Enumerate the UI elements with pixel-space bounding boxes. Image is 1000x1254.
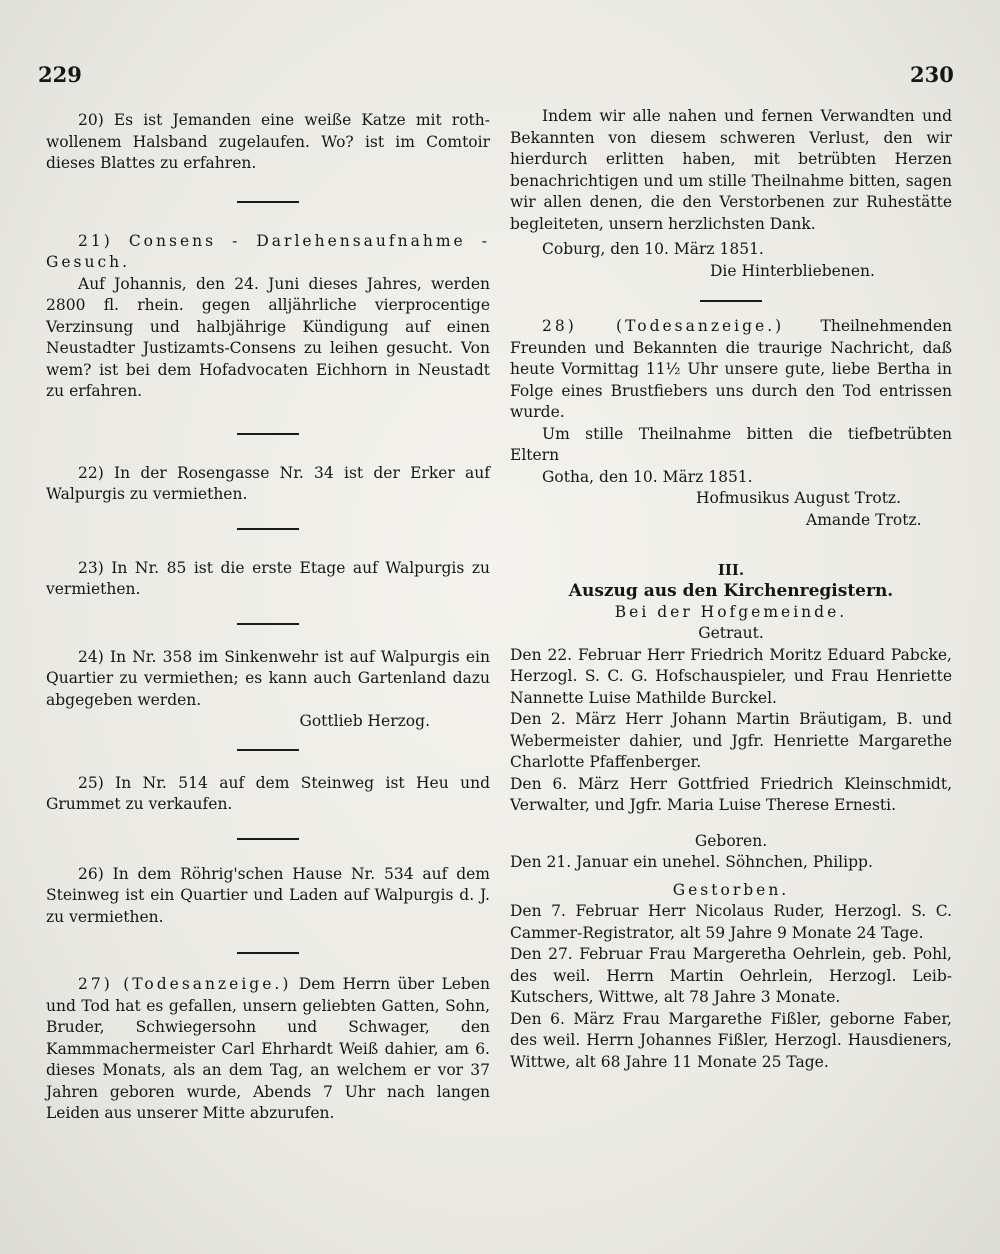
notice-26: 26) In dem Röhrig'schen Hause Nr. 534 auf dem Steinweg ist ein Quartier und Laden auf Walpurgis d. J. zu vermiethen. [46, 864, 490, 926]
born-heading: Geboren. [694, 831, 768, 850]
notice-25: 25) In Nr. 514 auf dem Steinweg ist Heu und Grummet zu verkaufen. [46, 773, 490, 813]
died-entry: Den 6. März Frau Margarethe Fißler, geborne Faber, des weil. Herrn Johannes Fißler, Herzogl. Hausdieners, Wittwe, alt 68 Jahre 11 Monate 25 Tage. [510, 1009, 952, 1071]
notice-24: 24) In Nr. 358 im Sinkenwehr ist auf Walpurgis ein Quartier zu vermiethen; es kann auch Gartenland dazu abgegeben werden. [46, 647, 490, 709]
died-heading: Gestorben. [672, 880, 790, 899]
notice-28-signature-1: Hofmusikus August Trotz. [696, 489, 902, 507]
notice-27 [46, 974, 490, 1125]
notice-27-place-date: Coburg, den 10. März 1851. [542, 240, 764, 258]
notice-27-continued: Indem wir alle nahen und fernen Verwandten und Bekannten von diesem schweren Verlust, den wir hierdurch erlitten haben, mit betrübten Herzen benachrichtigen und um stille Theilnahme bitten, sagen wir allen denen, die den Verstorbenen zur Ruhestätte begleiteten, unsern herzlichsten Dank. [510, 107, 952, 233]
died-entry: Den 7. Februar Herr Nicolaus Ruder, Herzogl. S. C. Cammer-Registrator, alt 59 Jahre 9 Monate 24 Tage. [510, 902, 952, 942]
died-entry: Den 27. Februar Frau Margeretha Oehrlein, geb. Pohl, des weil. Herrn Martin Oehrlein, Herzogl. Leib-Kutschers, Wittwe, alt 78 Jahre 3 Monate. [510, 945, 952, 1006]
section-title: Auszug aus den Kirchenregistern. [568, 581, 894, 601]
notice-28 [510, 316, 952, 424]
page-number-left: 229 [38, 62, 82, 87]
notice-20: 20) Es ist Jemanden eine weiße Katze mit roth-wollenem Halsband zugelaufen. Wo? ist im Comtoir dieses Blattes zu erfahren. [46, 111, 490, 172]
notice-21-title: 21) Consens - Darlehensaufnahme - Gesuch. [46, 231, 490, 271]
notice-24-signature: Gottlieb Herzog. [299, 712, 430, 730]
notice-28-place-date: Gotha, den 10. März 1851. [542, 467, 753, 486]
notice-28-body-2: Um stille Theilnahme bitten die tiefbetrübten Eltern [510, 424, 952, 464]
parish-heading: Bei der Hofgemeinde. [614, 603, 848, 621]
notice-27-body: Dem Herrn über Leben und Tod hat es gefallen, unsern geliebten Gatten, Sohn, Bruder, Schwiegersohn und Schwager, den Kammmachermeister Carl Ehrhardt Weiß dahier, am 6. dieses Monats, als an dem Tag, an welchem er vor 37 Jahren geboren wurde, Abends 7 Uhr nach langen Leiden aus unserer Mitte abzurufen. [46, 975, 490, 1122]
notice-28-label: 28) (Todesanzeige.) [542, 317, 785, 335]
notice-27-signature: Die Hinterbliebenen. [710, 261, 875, 280]
notice-28-signature-2: Amande Trotz. [806, 510, 922, 529]
notice-28-body: Theilnehmenden Freunden und Bekannten die traurige Nachricht, daß heute Vormittag 11½ Uhr unsere gute, liebe Bertha in Folge eines Brustfiebers uns durch den Tod entrissen wurde. [510, 317, 952, 421]
right-column [510, 106, 952, 1073]
page-number-right: 230 [910, 62, 954, 87]
notice-21-body: Auf Johannis, den 24. Juni dieses Jahres, werden 2800 fl. rhein. gegen alljährliche vierprocentige Verzinsung und halbjährige Kündigung auf einen Neustadter Justizamts-Consens zu leihen gesucht. Von wem? ist bei dem Hofadvocaten Eichhorn in Neustadt zu erfahren. [46, 274, 490, 400]
notice-22: 22) In der Rosengasse Nr. 34 ist der Erker auf Walpurgis zu vermiethen. [46, 463, 490, 503]
notice-27-label: 27) (Todesanzeige.) [78, 975, 292, 993]
married-heading: Getraut. [698, 624, 764, 642]
left-column [46, 106, 490, 1125]
born-entry: Den 21. Januar ein unehel. Söhnchen, Philipp. [510, 853, 873, 871]
notice-23: 23) In Nr. 85 ist die erste Etage auf Walpurgis zu vermiethen. [46, 558, 490, 598]
married-entry: Den 2. März Herr Johann Martin Bräutigam, B. und Webermeister dahier, und Jgfr. Henriette Margarethe Charlotte Pfaffenberger. [510, 710, 952, 771]
married-entry: Den 6. März Herr Gottfried Friedrich Kleinschmidt, Verwalter, und Jgfr. Maria Luise Therese Ernesti. [510, 774, 952, 814]
section-number: III. [717, 561, 745, 579]
married-entry: Den 22. Februar Herr Friedrich Moritz Eduard Pabcke, Herzogl. S. C. G. Hofschauspieler, und Frau Henriette Nannette Luise Mathilde Burckel. [510, 645, 952, 707]
